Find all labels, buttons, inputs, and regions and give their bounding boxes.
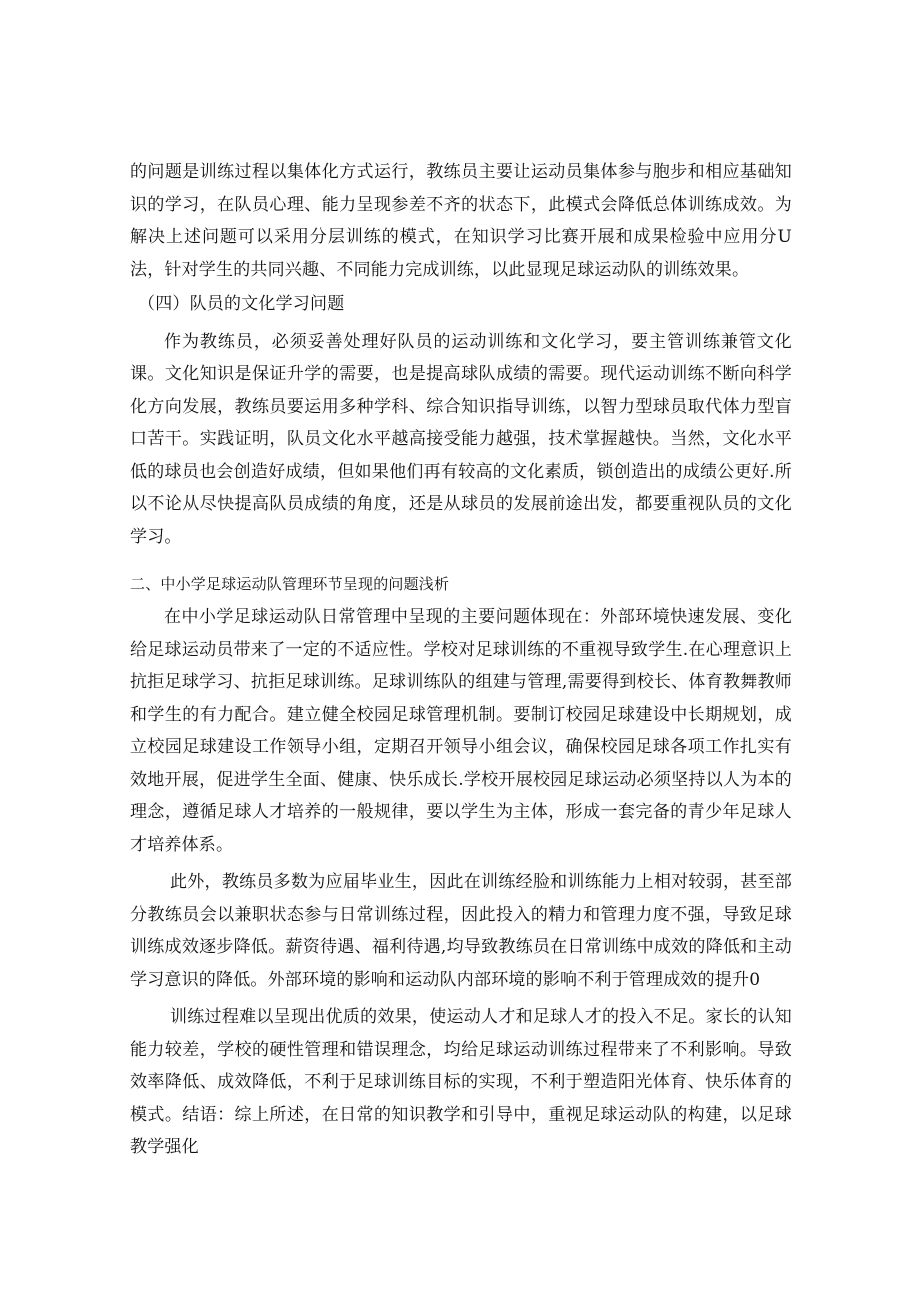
paragraph-coaches: 此外，教练员多数为应届毕业生，因此在训练经脸和训练能力上相对较弱，甚至部分教练员会以兼职状态参与日常训练过程，因此投入的精力和管理力度不强，导致足球训练成效逐步降低。薪资待遇、福利待遇,均导致教练员在日常训练中成效的降低和主动学习意识的降低。外部环境的影响和运动队内部环境的影响不利于管理成效的提升0 xyxy=(130,872,792,990)
paragraph-training-effect: 训练过程难以呈现出优质的效果，使运动人才和足球人才的投入不足。家长的认知能力较差，学校的硬性管理和错误理念，均给足球运动训练过程带来了不利影响。导致效率降低、成效降低，不利于足球训练目标的实现，不利于塑造阳光体育、快乐体育的模式。结语：综上所述，在日常的知识教学和引导中，重视足球运动队的构建，以足球教学强化 xyxy=(130,1007,792,1157)
subheading-cultural-study: （四）队员的文化学习问题 xyxy=(138,294,345,314)
document-body xyxy=(130,156,792,1164)
section-heading-management-issues: 二、中小学足球运动队管理环节呈现的问题浅析 xyxy=(130,575,450,593)
paragraph-cultural-study: 作为教练员，必须妥善处理好队员的运动训练和文化学习，要主管训练兼管文化课。文化知识是保证升学的需要，也是提高球队成绩的需要。现代运动训练不断向科学化方向发展，教练员要运用多种学科、综合知识指导训练，以智力型球员取代体力型盲口苦干。实践证明，队员文化水平越高接受能力越强，技术掌握越快。当然，文化水平低的球员也会创造好成绩，但如果他们再有较高的文化素质，锁创造出的成绩公更好.所以不论从尽快提高队员成绩的角度，还是从球员的发展前途出发，都要重视队员的文化学习。 xyxy=(130,331,792,547)
paragraph-continued: 的问题是训练过程以集体化方式运行，教练员主要让运动员集体参与胞步和相应基础知识的学习，在队员心理、能力呈现参差不齐的状态下，此模式会降低总体训练成效。为解决上述问题可以采用分层训练的模式，在知识学习比赛开展和成果检验中应用分U法，针对学生的共同兴趣、不同能力完成训练，以此显现足球运动队的训练效果。 xyxy=(130,162,792,280)
paragraph-management-issues: 在中小学足球运动队日常管理中呈现的主要问题体现在：外部环境快速发展、变化给足球运动员带来了一定的不适应性。学校对足球训练的不重视导致学生.在心理意识上抗拒足球学习、抗拒足球训练。足球训练队的组建与管理,需要得到校长、体育教舞教师和学生的有力配合。建立健全校园足球管理机制。要制订校园足球建设中长期规划，成立校园足球建设工作领导小组，定期召开领导小组会议，确保校园足球各项工作扎实有效地开展，促进学生全面、健康、快乐成长.学校开展校园足球运动必须坚持以人为本的理念，遵循足球人才培养的一般规律，要以学生为主体，形成一套完备的青少年足球人才培养体系。 xyxy=(130,607,792,855)
